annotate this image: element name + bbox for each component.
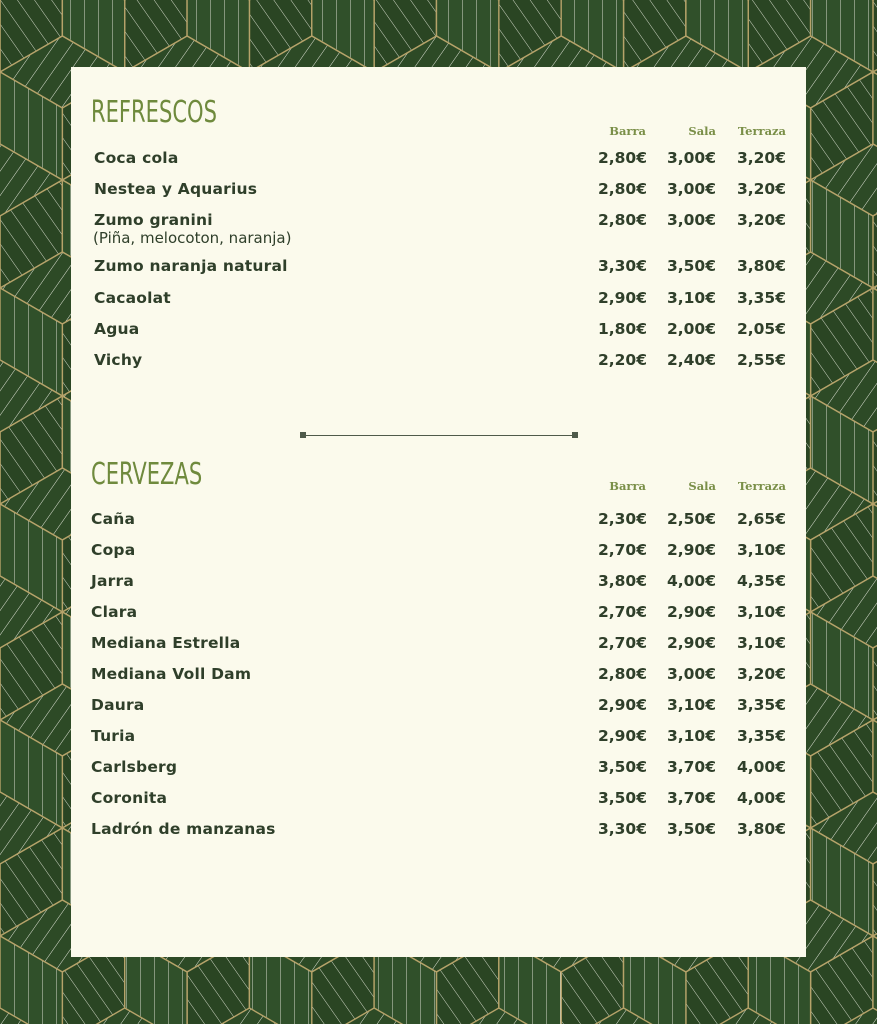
price-terraza: 3,35€ — [736, 696, 786, 714]
price-sala: 3,50€ — [666, 820, 716, 838]
price-sala: 3,10€ — [666, 727, 716, 745]
column-header-sala: Sala — [688, 479, 716, 493]
price-terraza: 3,10€ — [736, 541, 786, 559]
price-terraza: 3,80€ — [736, 257, 786, 275]
price-terraza: 2,65€ — [736, 510, 786, 528]
price-barra: 3,50€ — [597, 789, 647, 807]
price-terraza: 3,10€ — [736, 634, 786, 652]
menu-item — [71, 149, 806, 173]
divider-cap-left — [300, 432, 306, 438]
price-terraza: 3,35€ — [736, 289, 786, 307]
price-barra: 2,70€ — [597, 634, 647, 652]
item-description: (Piña, melocoton, naranja) — [93, 229, 292, 247]
price-sala: 4,00€ — [666, 572, 716, 590]
menu-item — [71, 758, 806, 782]
price-terraza: 4,00€ — [736, 758, 786, 776]
price-barra: 2,20€ — [597, 351, 647, 369]
menu-card — [71, 67, 806, 957]
price-sala: 2,40€ — [666, 351, 716, 369]
menu-item — [71, 603, 806, 627]
price-barra: 2,70€ — [597, 603, 647, 621]
menu-item — [71, 320, 806, 344]
price-barra: 2,30€ — [597, 510, 647, 528]
price-sala: 3,70€ — [666, 789, 716, 807]
price-sala: 3,00€ — [666, 149, 716, 167]
section-title-cervezas: CERVEZAS — [91, 457, 203, 492]
section-divider — [300, 431, 578, 439]
price-terraza: 2,55€ — [736, 351, 786, 369]
menu-item — [71, 665, 806, 689]
item-name: Agua — [94, 320, 140, 338]
item-name: Copa — [91, 541, 136, 559]
price-barra: 1,80€ — [597, 320, 647, 338]
menu-item — [71, 634, 806, 658]
price-sala: 3,00€ — [666, 180, 716, 198]
price-sala: 2,90€ — [666, 634, 716, 652]
item-name: Ladrón de manzanas — [91, 820, 276, 838]
price-sala: 3,00€ — [666, 211, 716, 229]
item-name: Turia — [91, 727, 136, 745]
price-terraza: 4,00€ — [736, 789, 786, 807]
price-terraza: 3,35€ — [736, 727, 786, 745]
price-barra: 2,90€ — [597, 289, 647, 307]
price-barra: 2,90€ — [597, 727, 647, 745]
column-header-sala: Sala — [688, 124, 716, 138]
item-name: Coronita — [91, 789, 168, 807]
price-barra: 3,50€ — [597, 758, 647, 776]
menu-item — [71, 727, 806, 751]
price-barra: 2,80€ — [597, 665, 647, 683]
menu-item — [71, 541, 806, 565]
price-terraza: 3,80€ — [736, 820, 786, 838]
price-sala: 3,10€ — [666, 696, 716, 714]
menu-item — [71, 820, 806, 844]
item-name: Mediana Estrella — [91, 634, 241, 652]
price-sala: 3,10€ — [666, 289, 716, 307]
menu-item — [71, 211, 806, 251]
price-terraza: 3,20€ — [736, 211, 786, 229]
price-terraza: 3,10€ — [736, 603, 786, 621]
item-name: Zumo naranja natural — [94, 257, 288, 275]
price-barra: 2,80€ — [597, 211, 647, 229]
item-name: Nestea y Aquarius — [94, 180, 258, 198]
menu-item — [71, 696, 806, 720]
item-name: Cacaolat — [94, 289, 171, 307]
item-name: Clara — [91, 603, 138, 621]
item-name: Daura — [91, 696, 145, 714]
price-terraza: 3,20€ — [736, 665, 786, 683]
menu-item — [71, 789, 806, 813]
column-header-terraza: Terraza — [737, 124, 786, 138]
price-barra: 2,80€ — [597, 180, 647, 198]
price-sala: 2,00€ — [666, 320, 716, 338]
price-barra: 3,80€ — [597, 572, 647, 590]
divider-line — [304, 435, 574, 437]
menu-item — [71, 510, 806, 534]
price-sala: 3,70€ — [666, 758, 716, 776]
menu-item — [71, 180, 806, 204]
price-terraza: 2,05€ — [736, 320, 786, 338]
price-sala: 2,90€ — [666, 603, 716, 621]
menu-item — [71, 351, 806, 375]
section-title-refrescos: REFRESCOS — [91, 95, 217, 130]
menu-item — [71, 289, 806, 313]
price-terraza: 4,35€ — [736, 572, 786, 590]
price-sala: 2,50€ — [666, 510, 716, 528]
price-sala: 3,00€ — [666, 665, 716, 683]
column-header-terraza: Terraza — [737, 479, 786, 493]
column-header-barra: Barra — [609, 124, 646, 138]
price-terraza: 3,20€ — [736, 149, 786, 167]
item-name: Carlsberg — [91, 758, 178, 776]
price-barra: 3,30€ — [597, 820, 647, 838]
price-barra: 3,30€ — [597, 257, 647, 275]
price-terraza: 3,20€ — [736, 180, 786, 198]
column-header-barra: Barra — [609, 479, 646, 493]
divider-cap-right — [572, 432, 578, 438]
menu-item — [71, 572, 806, 596]
item-name: Coca cola — [94, 149, 179, 167]
price-sala: 3,50€ — [666, 257, 716, 275]
price-barra: 2,80€ — [597, 149, 647, 167]
item-name: Zumo granini — [94, 211, 213, 229]
item-name: Caña — [91, 510, 136, 528]
price-sala: 2,90€ — [666, 541, 716, 559]
item-name: Jarra — [91, 572, 134, 590]
item-name: Mediana Voll Dam — [91, 665, 252, 683]
price-barra: 2,90€ — [597, 696, 647, 714]
item-name: Vichy — [94, 351, 143, 369]
price-barra: 2,70€ — [597, 541, 647, 559]
menu-item — [71, 257, 806, 281]
